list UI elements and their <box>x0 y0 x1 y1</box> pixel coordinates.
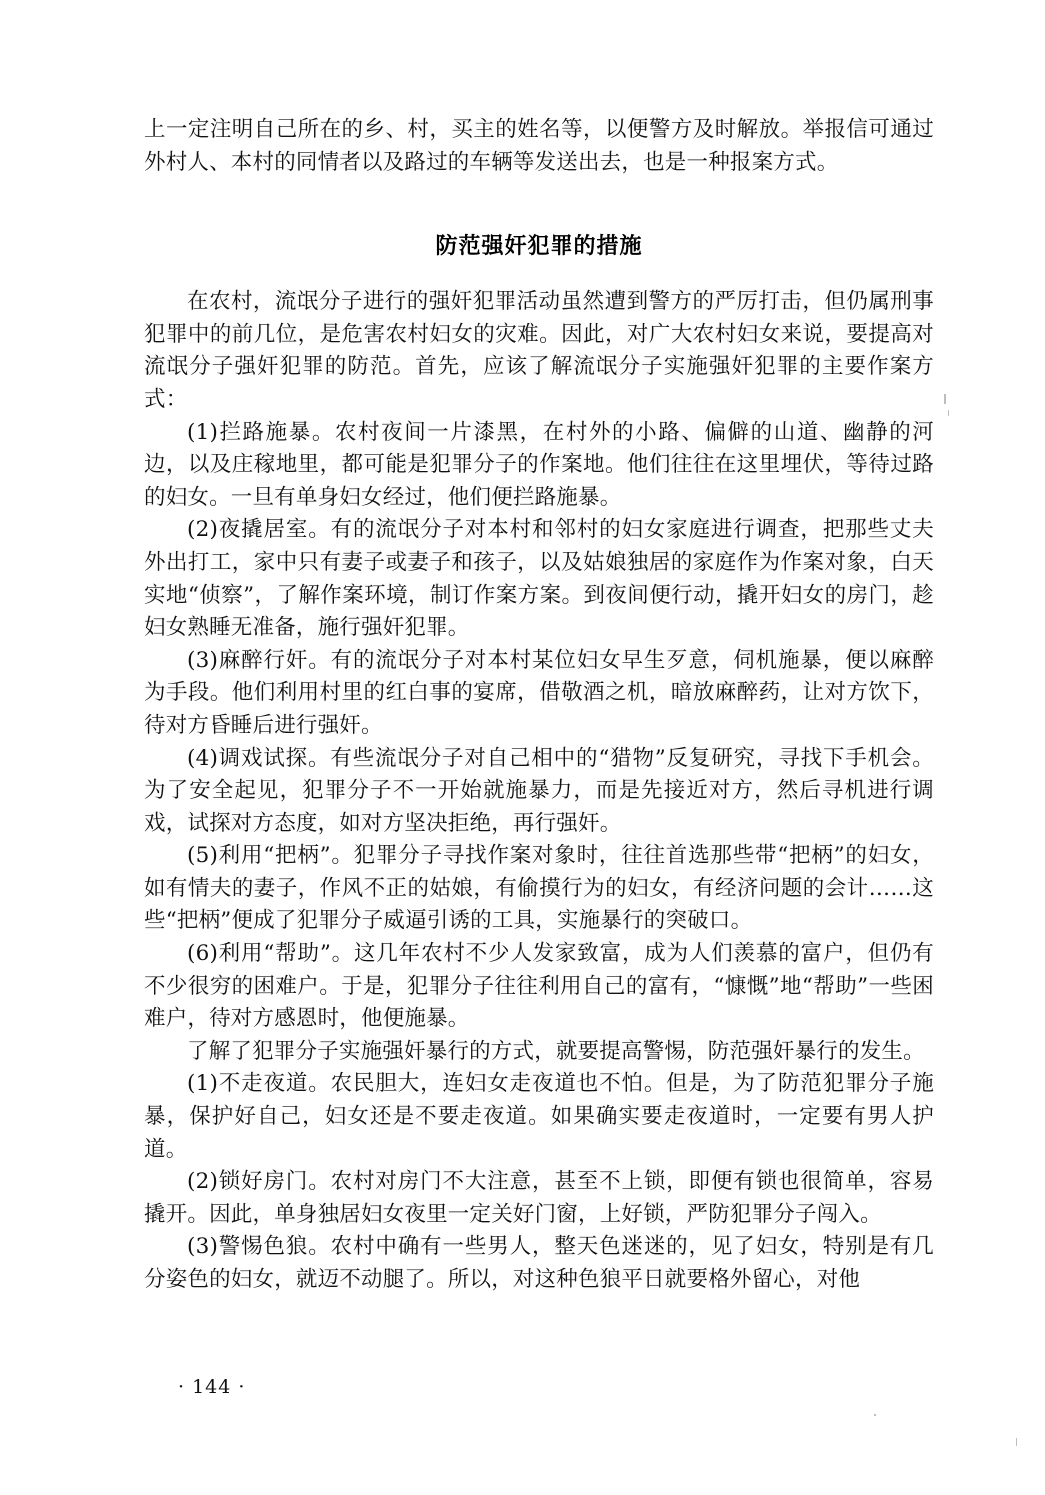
body-paragraph: (3)警惕色狼。农村中确有一些男人，整天色迷迷的，见了妇女，特别是有几分姿色的妇女，就迈不动腿了。所以，对这种色狼平日就要格外留心，对他 <box>144 1234 934 1292</box>
section-title: 防范强奸犯罪的措施 <box>435 234 643 260</box>
scan-speck <box>874 1414 876 1416</box>
scan-speck <box>1016 1438 1017 1446</box>
scan-speck <box>944 394 946 404</box>
body-paragraph: (1)不走夜道。农民胆大，连妇女走夜道也不怕。但是，为了防范犯罪分子施暴，保护好自己，妇女还是不要走夜道。如果确实要走夜道时，一定要有男人护道。 <box>144 1071 934 1162</box>
body-paragraph: (4)调戏试探。有些流氓分子对自己相中的“猎物”反复研究，寻找下手机会。为了安全起见，犯罪分子不一开始就施暴力，而是先接近对方，然后寻机进行调戏，试探对方态度，如对方坚决拒绝，再行强奸。 <box>144 745 934 836</box>
lead-paragraph: 上一定注明自己所在的乡、村，买主的姓名等，以便警方及时解放。举报信可通过外村人、本村的同情者以及路过的车辆等发送出去，也是一种报案方式。 <box>144 117 934 175</box>
body-paragraph: (1)拦路施暴。农村夜间一片漆黑，在村外的小路、偏僻的山道、幽静的河边，以及庄稼地里，都可能是犯罪分子的作案地。他们往往在这里埋伏，等待过路的妇女。一旦有单身妇女经过，他们便拦路施暴。 <box>144 419 934 510</box>
body-paragraph: (6)利用“帮助”。这几年农村不少人发家致富，成为人们羡慕的富户，但仍有不少很穷的困难户。于是，犯罪分子往往利用自己的富有，“慷慨”地“帮助”一些困难户，待对方感恩时，他便施暴。 <box>144 941 934 1032</box>
body-paragraph: 了解了犯罪分子实施强奸暴行的方式，就要提高警惕，防范强奸暴行的发生。 <box>187 1038 925 1064</box>
body-paragraph: (2)夜撬居室。有的流氓分子对本村和邻村的妇女家庭进行调查，把那些丈夫外出打工，家中只有妻子或妻子和孩子，以及姑娘独居的家庭作为作案对象，白天实地“侦察”，了解作案环境，制订作案方案。到夜间便行动，撬开妇女的房门，趁妇女熟睡无准备，施行强奸犯罪。 <box>144 517 934 641</box>
body-paragraph: 在农村，流氓分子进行的强奸犯罪活动虽然遭到警方的严厉打击，但仍属刑事犯罪中的前几位，是危害农村妇女的灾难。因此，对广大农村妇女来说，要提高对流氓分子强奸犯罪的防范。首先，应该了解流氓分子实施强奸犯罪的主要作案方式： <box>144 289 934 412</box>
body-paragraph: (5)利用“把柄”。犯罪分子寻找作案对象时，往往首选那些带“把柄”的妇女，如有情夫的妻子，作风不正的姑娘，有偷摸行为的妇女，有经济问题的会计……这些“把柄”便成了犯罪分子威逼引诱的工具，实施暴行的突破口。 <box>144 843 934 934</box>
page-body <box>144 114 934 1297</box>
scan-speck <box>948 410 949 416</box>
body-paragraph: (3)麻醉行奸。有的流氓分子对本村某位妇女早生歹意，伺机施暴，便以麻醉为手段。他们利用村里的红白事的宴席，借敬酒之机，暗放麻醉药，让对方饮下，待对方昏睡后进行强奸。 <box>144 647 934 738</box>
page-number: · 144 · <box>178 1376 246 1398</box>
body-paragraph: (2)锁好房门。农村对房门不大注意，甚至不上锁，即便有锁也很简单，容易撬开。因此，单身独居妇女夜里一定关好门窗，上好锁，严防犯罪分子闯入。 <box>144 1169 934 1227</box>
